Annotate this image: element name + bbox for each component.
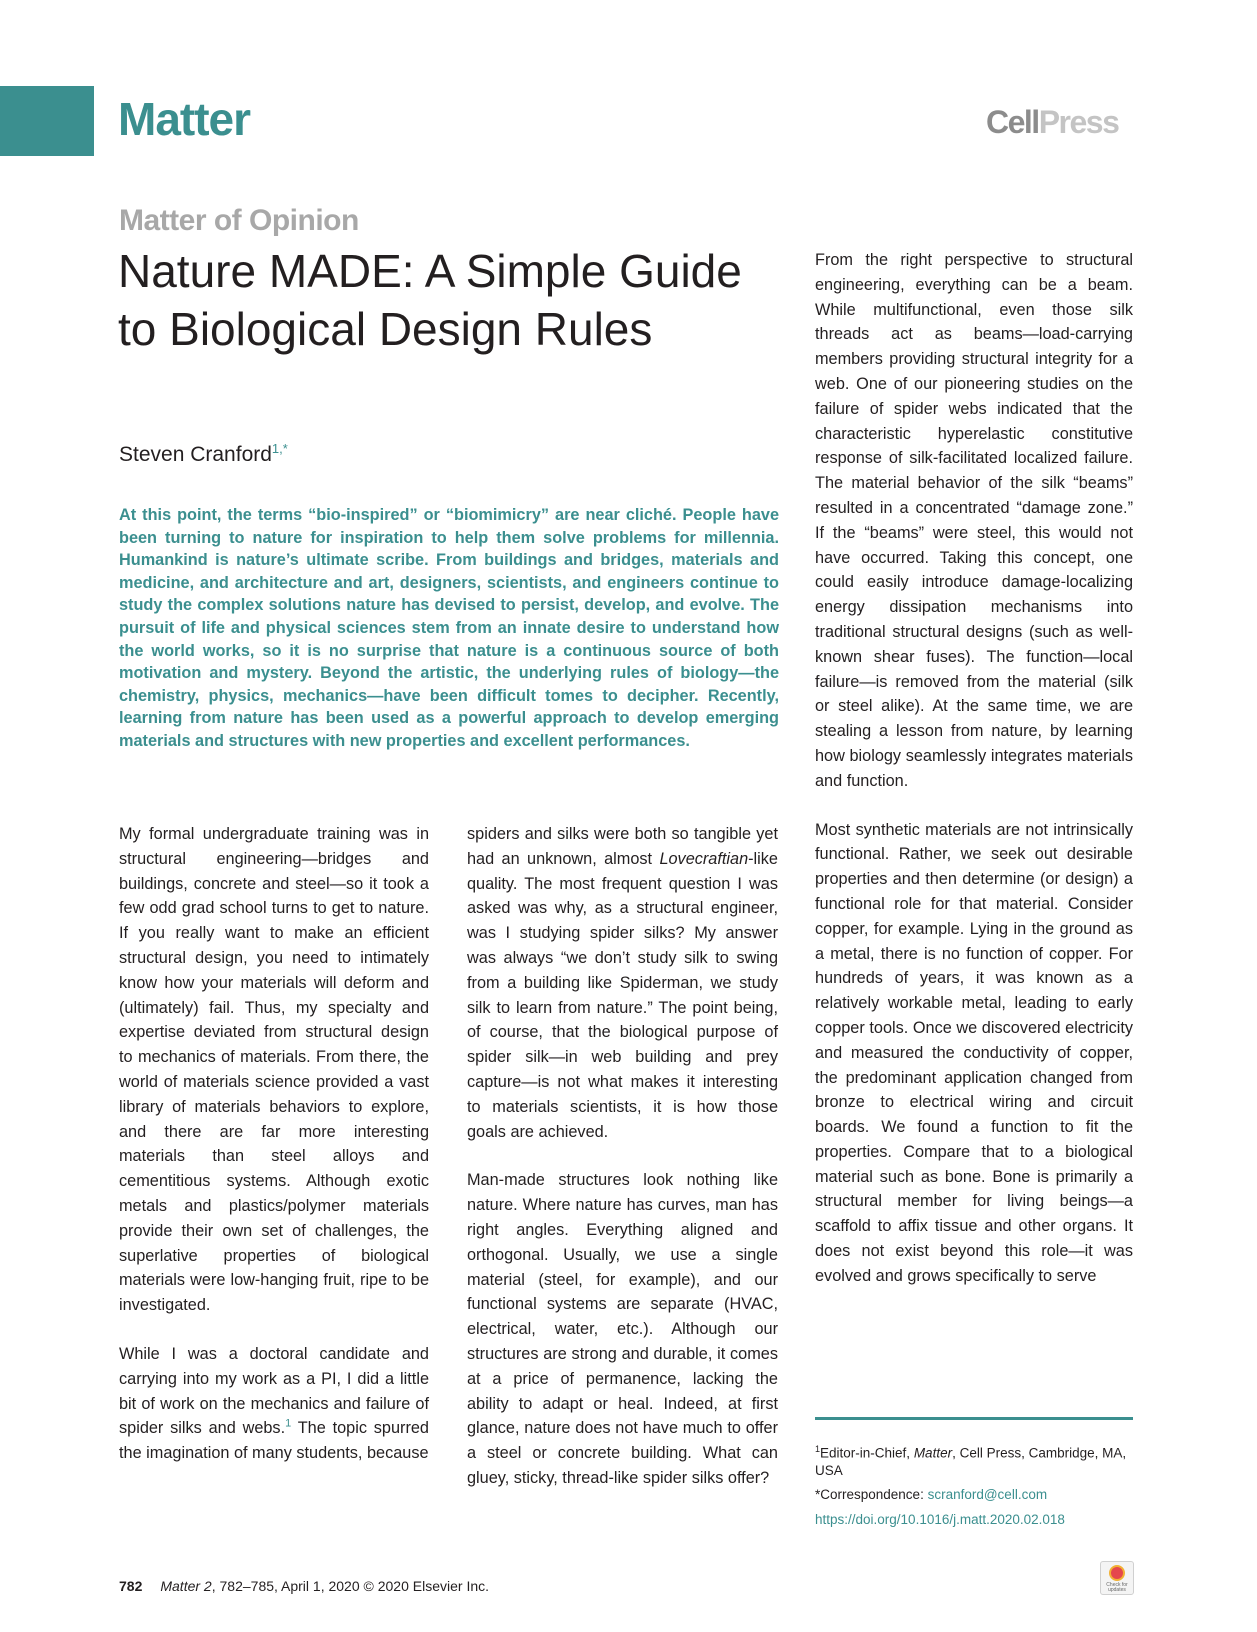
abstract: At this point, the terms “bio-inspired” or “biomimicry” are near cliché. People have been turning to nature for inspiration to help them solve problems for millennia. Humankind is nature’s ultimate scribe. From buildings and bridges, materials and medicine, and architecture and art, designers, scientists, and engineers continue to study the complex solutions nature has devised to persist, develop, and evolve. The pursuit of life and physical sciences stem from an innate desire to understand how the world works, so it is no surprise that nature is a continuous source of both motivation and mystery. Beyond the artistic, the underlying rules of biology—the chemistry, physics, mechanics—have been difficult tomes to decipher. Recently, learning from nature has been used as a powerful approach to develop emerging materials and structures with new properties and excellent performances.: [119, 506, 779, 750]
affiliation-journal: Matter: [913, 1445, 953, 1461]
author-marks[interactable]: 1,*: [271, 441, 288, 456]
body-column-1: [119, 822, 429, 1490]
body-paragraph: My formal undergraduate training was in structural engineering—bridges and buildings, concrete and steel—so it took a few odd grad school turns to get to nature. If you really want to make an efficient structural design, you need to intimately know how your materials will deform and (ultimately) fail. Thus, my specialty and expertise deviated from structural design to mechanics of materials. From there, the world of materials science provided a vast library of materials behaviors to explore, and there are far more interesting materials than steel alloys and cementitious systems. Although exotic metals and plastics/polymer materials provide their own set of challenges, the superlative properties of biological materials were low-hanging fruit, ripe to be investigated.: [119, 825, 429, 1315]
journal-logo: Matter: [118, 93, 251, 145]
paragraph-text: While I was a doctoral candidate and carrying into my work as a PI, I did a little bit of work on the mechanics and failure of spider silks and webs.: [119, 1344, 429, 1438]
correspondence-footnote: [815, 1486, 1133, 1503]
body-paragraph: From the right perspective to structural engineering, everything can be a beam. While multifunctional, even those silk threads act as beams—load-carrying members providing structural integrity for a web. One of our pioneering studies on the failure of spider webs indicated that the characteristic hyperelastic constitutive response of silk-facilitated localized failure. The material behavior of the silk “beams” resulted in a concentrated “damage zone.” If the “beams” were steel, this would not have occurred. Taking this concept, one could easily introduce damage-localizing energy dissipation mechanisms into traditional structural designs (such as well-known shear fuses). The function—local failure—is removed from the material (silk or steel alike). At the same time, we are stealing a lesson from nature, by learning how biology seamlessly integrates materials and function.: [815, 251, 1133, 790]
footer-journal: Matter: [160, 1578, 201, 1594]
doi-link[interactable]: https://doi.org/10.1016/j.matt.2020.02.018: [815, 1512, 1065, 1527]
correspondence-label: *Correspondence:: [815, 1487, 928, 1502]
paragraph-text: The topic spurred the imagination of many students, because: [119, 1419, 429, 1463]
publisher-logo: [986, 104, 1118, 141]
section-label: Matter of Opinion: [119, 204, 359, 237]
affiliation-text: , Cell Press, Cambridge, MA, USA: [815, 1445, 1127, 1478]
journal-color-block: [0, 86, 94, 156]
body-column-2: [467, 822, 778, 1515]
footnote-divider: [815, 1417, 1133, 1420]
page-number: 782: [119, 1578, 143, 1594]
paragraph-text: spiders and silks were both so tangible yet had an unknown, almost: [467, 825, 778, 868]
affiliation-text: Editor-in-Chief,: [820, 1445, 914, 1461]
body-paragraph-continued: [467, 822, 778, 1144]
publisher-logo-cell: Cell: [986, 104, 1039, 140]
paragraph-text: -like quality. The most frequent question I was asked was why, as a structural engineer, was I studying spider silks? My answer was always “we don’t study silk to swing from a building like Spiderman, we study silk to learn from nature.” The point being, of course, that the biological purpose of spider silk—in web building and prey capture—is not what makes it interesting to materials scientists, it is how those goals are achieved.: [467, 849, 778, 1141]
footer-volume: 2: [200, 1578, 212, 1594]
page-footer: [119, 1578, 489, 1594]
badge-text: Check for updates: [1106, 1582, 1128, 1593]
emphasis-text: Lovecraftian: [659, 849, 749, 868]
correspondence-email-link[interactable]: scranford@cell.com: [927, 1487, 1048, 1502]
affiliation-mark: 1: [815, 1444, 821, 1454]
author-name: Steven Cranford: [119, 443, 272, 466]
badge-circle: [1109, 1565, 1125, 1581]
affiliation-footnote: [815, 1441, 1133, 1479]
body-paragraph: [119, 1342, 429, 1466]
body-paragraph: Most synthetic materials are not intrinsically functional. Rather, we seek out desirable properties and then determine (or design) a functional role for that material. Consider copper, for example. Lying in the ground as a metal, there is no function of copper. For hundreds of years, it was known as a relatively workable metal, leading to early copper tools. Once we discovered electricity and measured the conductivity of copper, the predominant application changed from bronze to electrical wiring and circuit boards. We found a function to fit the properties. Compare that to a biological material such as bone. Bone is primarily a structural member for living beings—a scaffold to affix tissue and other organs. It does not exist beyond this role—it was evolved and grows specifically to serve: [815, 820, 1133, 1285]
check-for-updates-icon[interactable]: [1100, 1561, 1134, 1595]
body-paragraph: Man-made structures look nothing like nature. Where nature has curves, man has right angles. Everything aligned and orthogonal. Usually, we use a single material (steel, for example), and our functional systems are separate (HVAC, electrical, water, etc.). Although our structures are strong and durable, it comes at a price of permanence, lacking the ability to adapt or heal. Indeed, at first glance, nature does not have much to offer a steel or concrete building. What can gluey, sticky, thread-like spider silks offer?: [467, 1171, 778, 1487]
author-line: [119, 441, 288, 467]
article-title: Nature MADE: A Simple Guide to Biological Design Rules: [118, 245, 742, 355]
citation-link[interactable]: 1: [285, 1417, 292, 1430]
footer-citation: , 782–785, April 1, 2020 © 2020 Elsevier Inc.: [211, 1578, 490, 1594]
publisher-logo-press: Press: [1038, 104, 1119, 140]
body-column-3: [815, 248, 1133, 1313]
